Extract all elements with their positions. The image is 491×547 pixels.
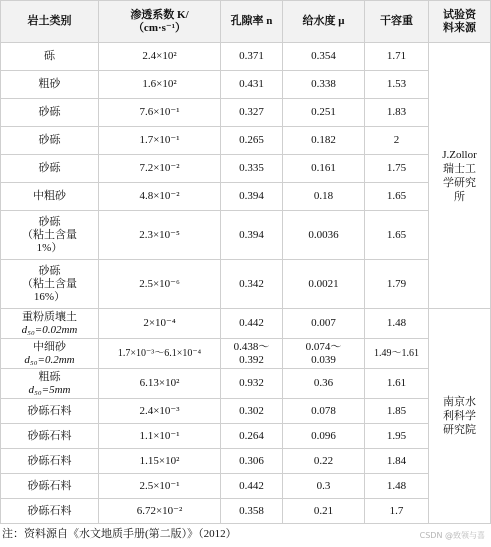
cell-dry-density: 1.95 — [365, 424, 429, 449]
source-note: 注：资料源自《水文地质手册(第二版）》（2012） — [2, 528, 237, 540]
table-row — [1, 399, 491, 424]
cell-soil: 砂砾 （粘土含量 1%） — [1, 211, 99, 260]
cell-permeability: 6.13×10² — [99, 369, 221, 399]
cell-dry-density: 1.61 — [365, 369, 429, 399]
cell-specific-yield: 0.161 — [283, 155, 365, 183]
cell-porosity: 0.394 — [221, 183, 283, 211]
cell-soil: 重粉质壤土 d₅₀=0.02mm — [1, 309, 99, 339]
table-row — [1, 474, 491, 499]
cell-soil: 粗砾 d₅₀=5mm — [1, 369, 99, 399]
table-row — [1, 339, 491, 369]
cell-porosity: 0.442 — [221, 309, 283, 339]
cell-permeability: 2.5×10⁻¹ — [99, 474, 221, 499]
cell-specific-yield: 0.18 — [283, 183, 365, 211]
cell-soil: 砂砾 — [1, 99, 99, 127]
cell-permeability: 2.4×10⁻³ — [99, 399, 221, 424]
cell-permeability: 7.2×10⁻² — [99, 155, 221, 183]
cell-permeability: 1.15×10² — [99, 449, 221, 474]
cell-dry-density: 1.83 — [365, 99, 429, 127]
cell-soil: 砾 — [1, 43, 99, 71]
cell-dry-density: 2 — [365, 127, 429, 155]
cell-dry-density: 1.48 — [365, 474, 429, 499]
watermark: CSDN @致领与喜 — [419, 531, 485, 540]
cell-specific-yield: 0.096 — [283, 424, 365, 449]
cell-specific-yield: 0.0036 — [283, 211, 365, 260]
table-row — [1, 183, 491, 211]
table-row — [1, 71, 491, 99]
table-row — [1, 99, 491, 127]
table-row — [1, 155, 491, 183]
cell-specific-yield: 0.0021 — [283, 260, 365, 309]
header-porosity: 孔隙率 n — [221, 1, 283, 43]
table-row — [1, 43, 491, 71]
cell-dry-density: 1.49～1.61 — [365, 339, 429, 369]
header-row — [1, 1, 491, 43]
header-soil-type: 岩土类别 — [1, 1, 99, 43]
cell-dry-density: 1.85 — [365, 399, 429, 424]
cell-specific-yield: 0.354 — [283, 43, 365, 71]
cell-permeability: 2.3×10⁻⁵ — [99, 211, 221, 260]
cell-permeability: 2×10⁻⁴ — [99, 309, 221, 339]
table-row — [1, 424, 491, 449]
cell-soil: 中细砂 d₅₀=0.2mm — [1, 339, 99, 369]
cell-permeability: 2.5×10⁻⁶ — [99, 260, 221, 309]
cell-specific-yield: 0.22 — [283, 449, 365, 474]
cell-dry-density: 1.79 — [365, 260, 429, 309]
cell-porosity: 0.442 — [221, 474, 283, 499]
cell-porosity: 0.394 — [221, 211, 283, 260]
cell-specific-yield: 0.36 — [283, 369, 365, 399]
cell-soil: 砂砾石料 — [1, 499, 99, 524]
cell-porosity: 0.431 — [221, 71, 283, 99]
cell-porosity: 0.932 — [221, 369, 283, 399]
cell-dry-density: 1.71 — [365, 43, 429, 71]
cell-soil: 砂砾石料 — [1, 399, 99, 424]
cell-dry-density: 1.7 — [365, 499, 429, 524]
table-row — [1, 369, 491, 399]
cell-porosity: 0.335 — [221, 155, 283, 183]
cell-specific-yield: 0.3 — [283, 474, 365, 499]
cell-permeability: 7.6×10⁻¹ — [99, 99, 221, 127]
table-row — [1, 309, 491, 339]
cell-permeability: 1.6×10² — [99, 71, 221, 99]
cell-permeability: 1.1×10⁻¹ — [99, 424, 221, 449]
cell-source-zollor: J.Zollor 瑞士工 学研究 所 — [429, 43, 491, 309]
cell-dry-density: 1.65 — [365, 211, 429, 260]
cell-soil: 砂砾石料 — [1, 449, 99, 474]
cell-porosity: 0.302 — [221, 399, 283, 424]
header-source: 试验资 料来源 — [429, 1, 491, 43]
table-row — [1, 211, 491, 260]
cell-specific-yield: 0.338 — [283, 71, 365, 99]
cell-porosity: 0.371 — [221, 43, 283, 71]
cell-specific-yield: 0.007 — [283, 309, 365, 339]
cell-porosity: 0.327 — [221, 99, 283, 127]
cell-soil: 粗砂 — [1, 71, 99, 99]
cell-specific-yield: 0.182 — [283, 127, 365, 155]
cell-permeability: 4.8×10⁻² — [99, 183, 221, 211]
cell-dry-density: 1.48 — [365, 309, 429, 339]
cell-specific-yield: 0.078 — [283, 399, 365, 424]
cell-dry-density: 1.75 — [365, 155, 429, 183]
header-permeability: 渗透系数 K/ （cm·s⁻¹） — [99, 1, 221, 43]
cell-dry-density: 1.84 — [365, 449, 429, 474]
table-row — [1, 127, 491, 155]
header-specific-yield: 给水度 μ — [283, 1, 365, 43]
cell-porosity: 0.358 — [221, 499, 283, 524]
cell-porosity: 0.342 — [221, 260, 283, 309]
cell-dry-density: 1.65 — [365, 183, 429, 211]
table-row — [1, 499, 491, 524]
cell-porosity: 0.264 — [221, 424, 283, 449]
cell-soil: 砂砾 （粘土含量 16%） — [1, 260, 99, 309]
table-row — [1, 449, 491, 474]
cell-permeability: 1.7×10⁻¹ — [99, 127, 221, 155]
cell-specific-yield: 0.074～ 0.039 — [283, 339, 365, 369]
cell-porosity: 0.265 — [221, 127, 283, 155]
cell-permeability: 2.4×10² — [99, 43, 221, 71]
cell-specific-yield: 0.251 — [283, 99, 365, 127]
cell-soil: 砂砾石料 — [1, 424, 99, 449]
cell-source-nanjing: 南京水 利科学 研究院 — [429, 309, 491, 524]
cell-soil: 中粗砂 — [1, 183, 99, 211]
cell-porosity: 0.306 — [221, 449, 283, 474]
table-row — [1, 260, 491, 309]
cell-soil: 砂砾 — [1, 155, 99, 183]
cell-permeability: 1.7×10⁻³～6.1×10⁻⁴ — [99, 339, 221, 369]
cell-soil: 砂砾 — [1, 127, 99, 155]
cell-permeability: 6.72×10⁻² — [99, 499, 221, 524]
header-dry-density: 干容重 — [365, 1, 429, 43]
cell-soil: 砂砾石料 — [1, 474, 99, 499]
cell-porosity: 0.438～ 0.392 — [221, 339, 283, 369]
cell-specific-yield: 0.21 — [283, 499, 365, 524]
cell-dry-density: 1.53 — [365, 71, 429, 99]
